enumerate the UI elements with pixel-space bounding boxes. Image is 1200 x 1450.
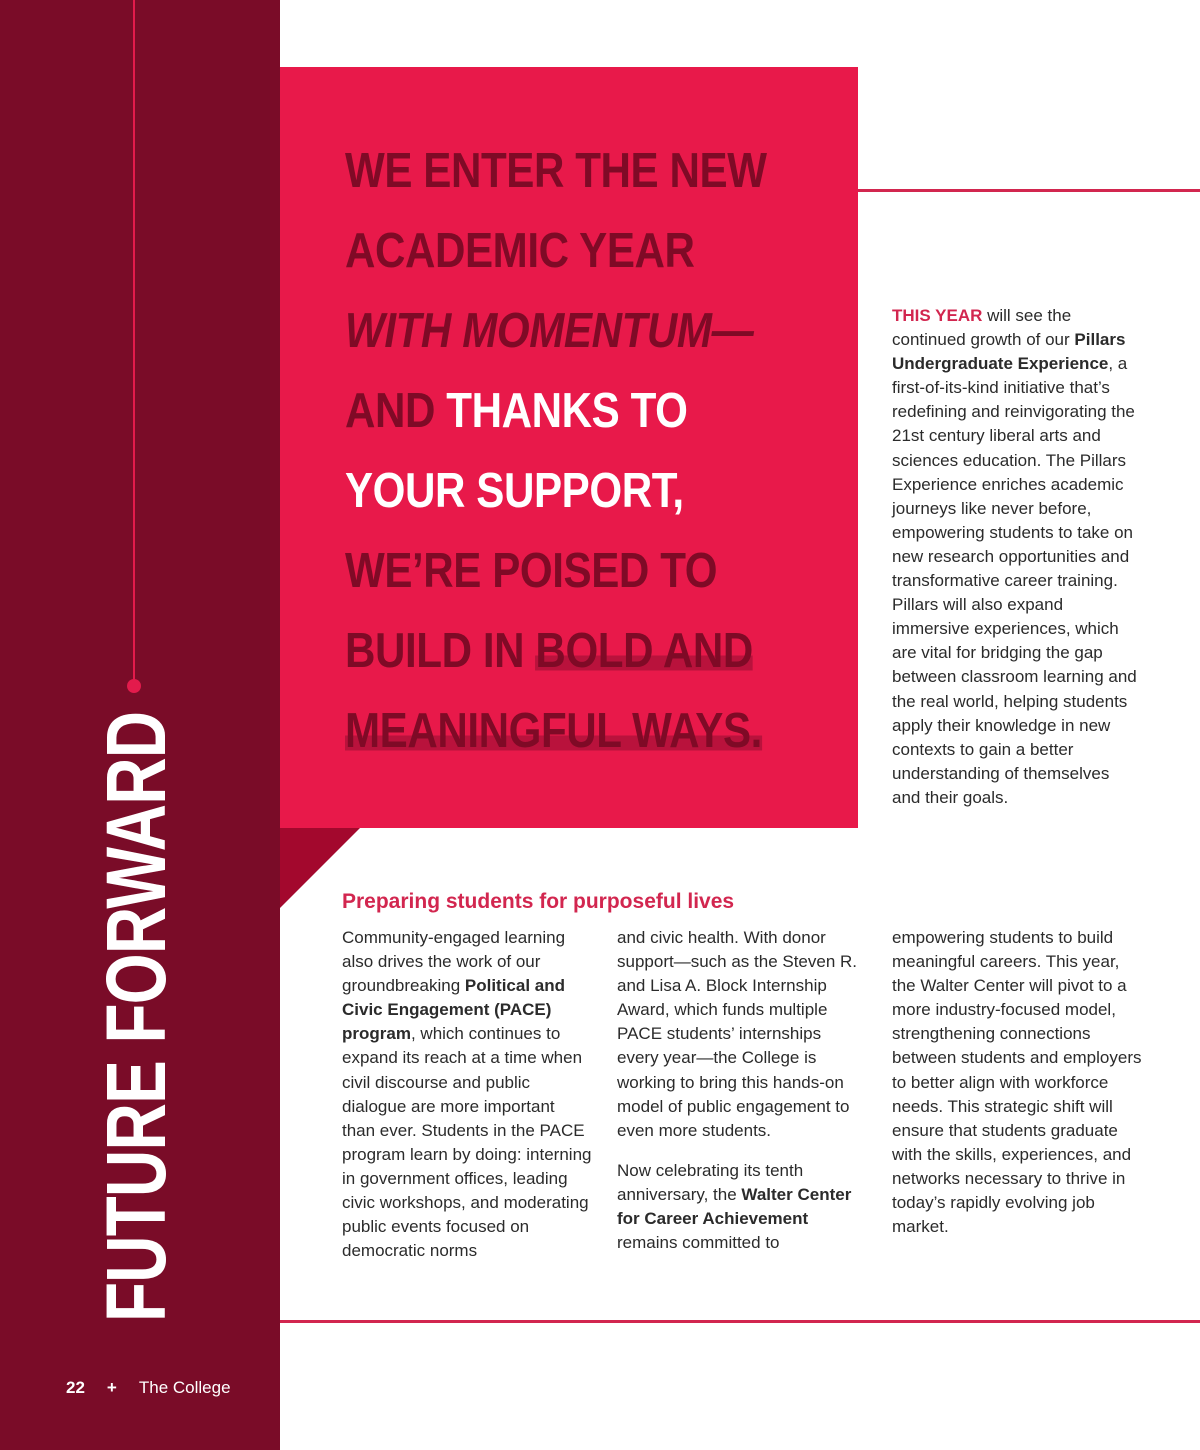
intro-paragraph: THIS YEAR will see the continued growth of our Pillars Undergraduate Experience, a first-of-its-kind initiative that’s redefining and reinvigorating the 21st century liberal arts and sciences education. The Pillars Experience enriches academic journeys like never before, empowering students to take on new research opportunities and transformative career training. Pillars will also expand immersive experiences, which are vital for bridging the gap between classroom learning and the real world, helping students apply their knowledge in new contexts to gain a better understanding of themselves and their goals. (892, 306, 1137, 807)
pull-quote-line: WE ENTER THE NEW (345, 144, 767, 198)
pull-quote-line: YOUR SUPPORT, (345, 464, 684, 518)
section-title: FUTURE FORWARD (89, 711, 183, 1322)
paragraph: and civic health. With donor support—such as the Steven R. and Lisa A. Block Internship Award, which funds multiple PACE students’ internships every year—the College is working to bring this hands-on model of public engagement to even more students. (617, 928, 858, 1140)
pull-quote-line: AND THANKS TO (345, 384, 688, 438)
pull-quote (345, 140, 845, 780)
sidebar-vertical-line (133, 0, 135, 682)
section-heading: Preparing students for purposeful lives (342, 890, 735, 913)
sidebar-dot (127, 679, 141, 693)
body-column-1 (342, 926, 592, 1263)
bottom-rule (280, 1320, 1200, 1323)
section-name: The College (138, 1378, 231, 1397)
top-rule (858, 189, 1200, 192)
folio-separator: + (106, 1378, 117, 1397)
lead-in: THIS YEAR (892, 306, 983, 325)
paragraph: Now celebrating its tenth anniversary, the Walter Center for Career Achievement remains committed to (617, 1160, 852, 1253)
body-column-2 (617, 926, 867, 1255)
page-number: 22 (66, 1378, 85, 1397)
pull-quote-line (345, 700, 845, 780)
pull-quote-line: ACADEMIC YEAR (345, 224, 695, 278)
pull-quote-line: WITH MOMENTUM— (345, 304, 754, 358)
body-column-3 (892, 926, 1142, 1239)
paragraph: Community-engaged learning also drives the work of our groundbreaking Political and Civic Engagement (PACE) program, which continues to expand its reach at a time when civil discourse and public dialogue are more important than ever. Students in the PACE program learn by doing: interning in government offices, leading civic workshops, and moderating public events focused on democratic norms (342, 928, 592, 1261)
pull-quote-line: BUILD IN BOLD AND (345, 624, 753, 678)
highlight-marker: BOLD AND (535, 624, 753, 678)
highlight-marker: MEANINGFUL WAYS. (345, 704, 762, 758)
page-footer (66, 1378, 231, 1398)
pull-quote-line: WE’RE POISED TO (345, 544, 718, 598)
paragraph: empowering students to build meaningful careers. This year, the Walter Center will pivot to a more industry-focused model, strengthening connections between students and employers to better align with workforce needs. This strategic shift will ensure that students graduate with the skills, experiences, and networks necessary to thrive in today’s rapidly evolving job market. (892, 928, 1142, 1237)
